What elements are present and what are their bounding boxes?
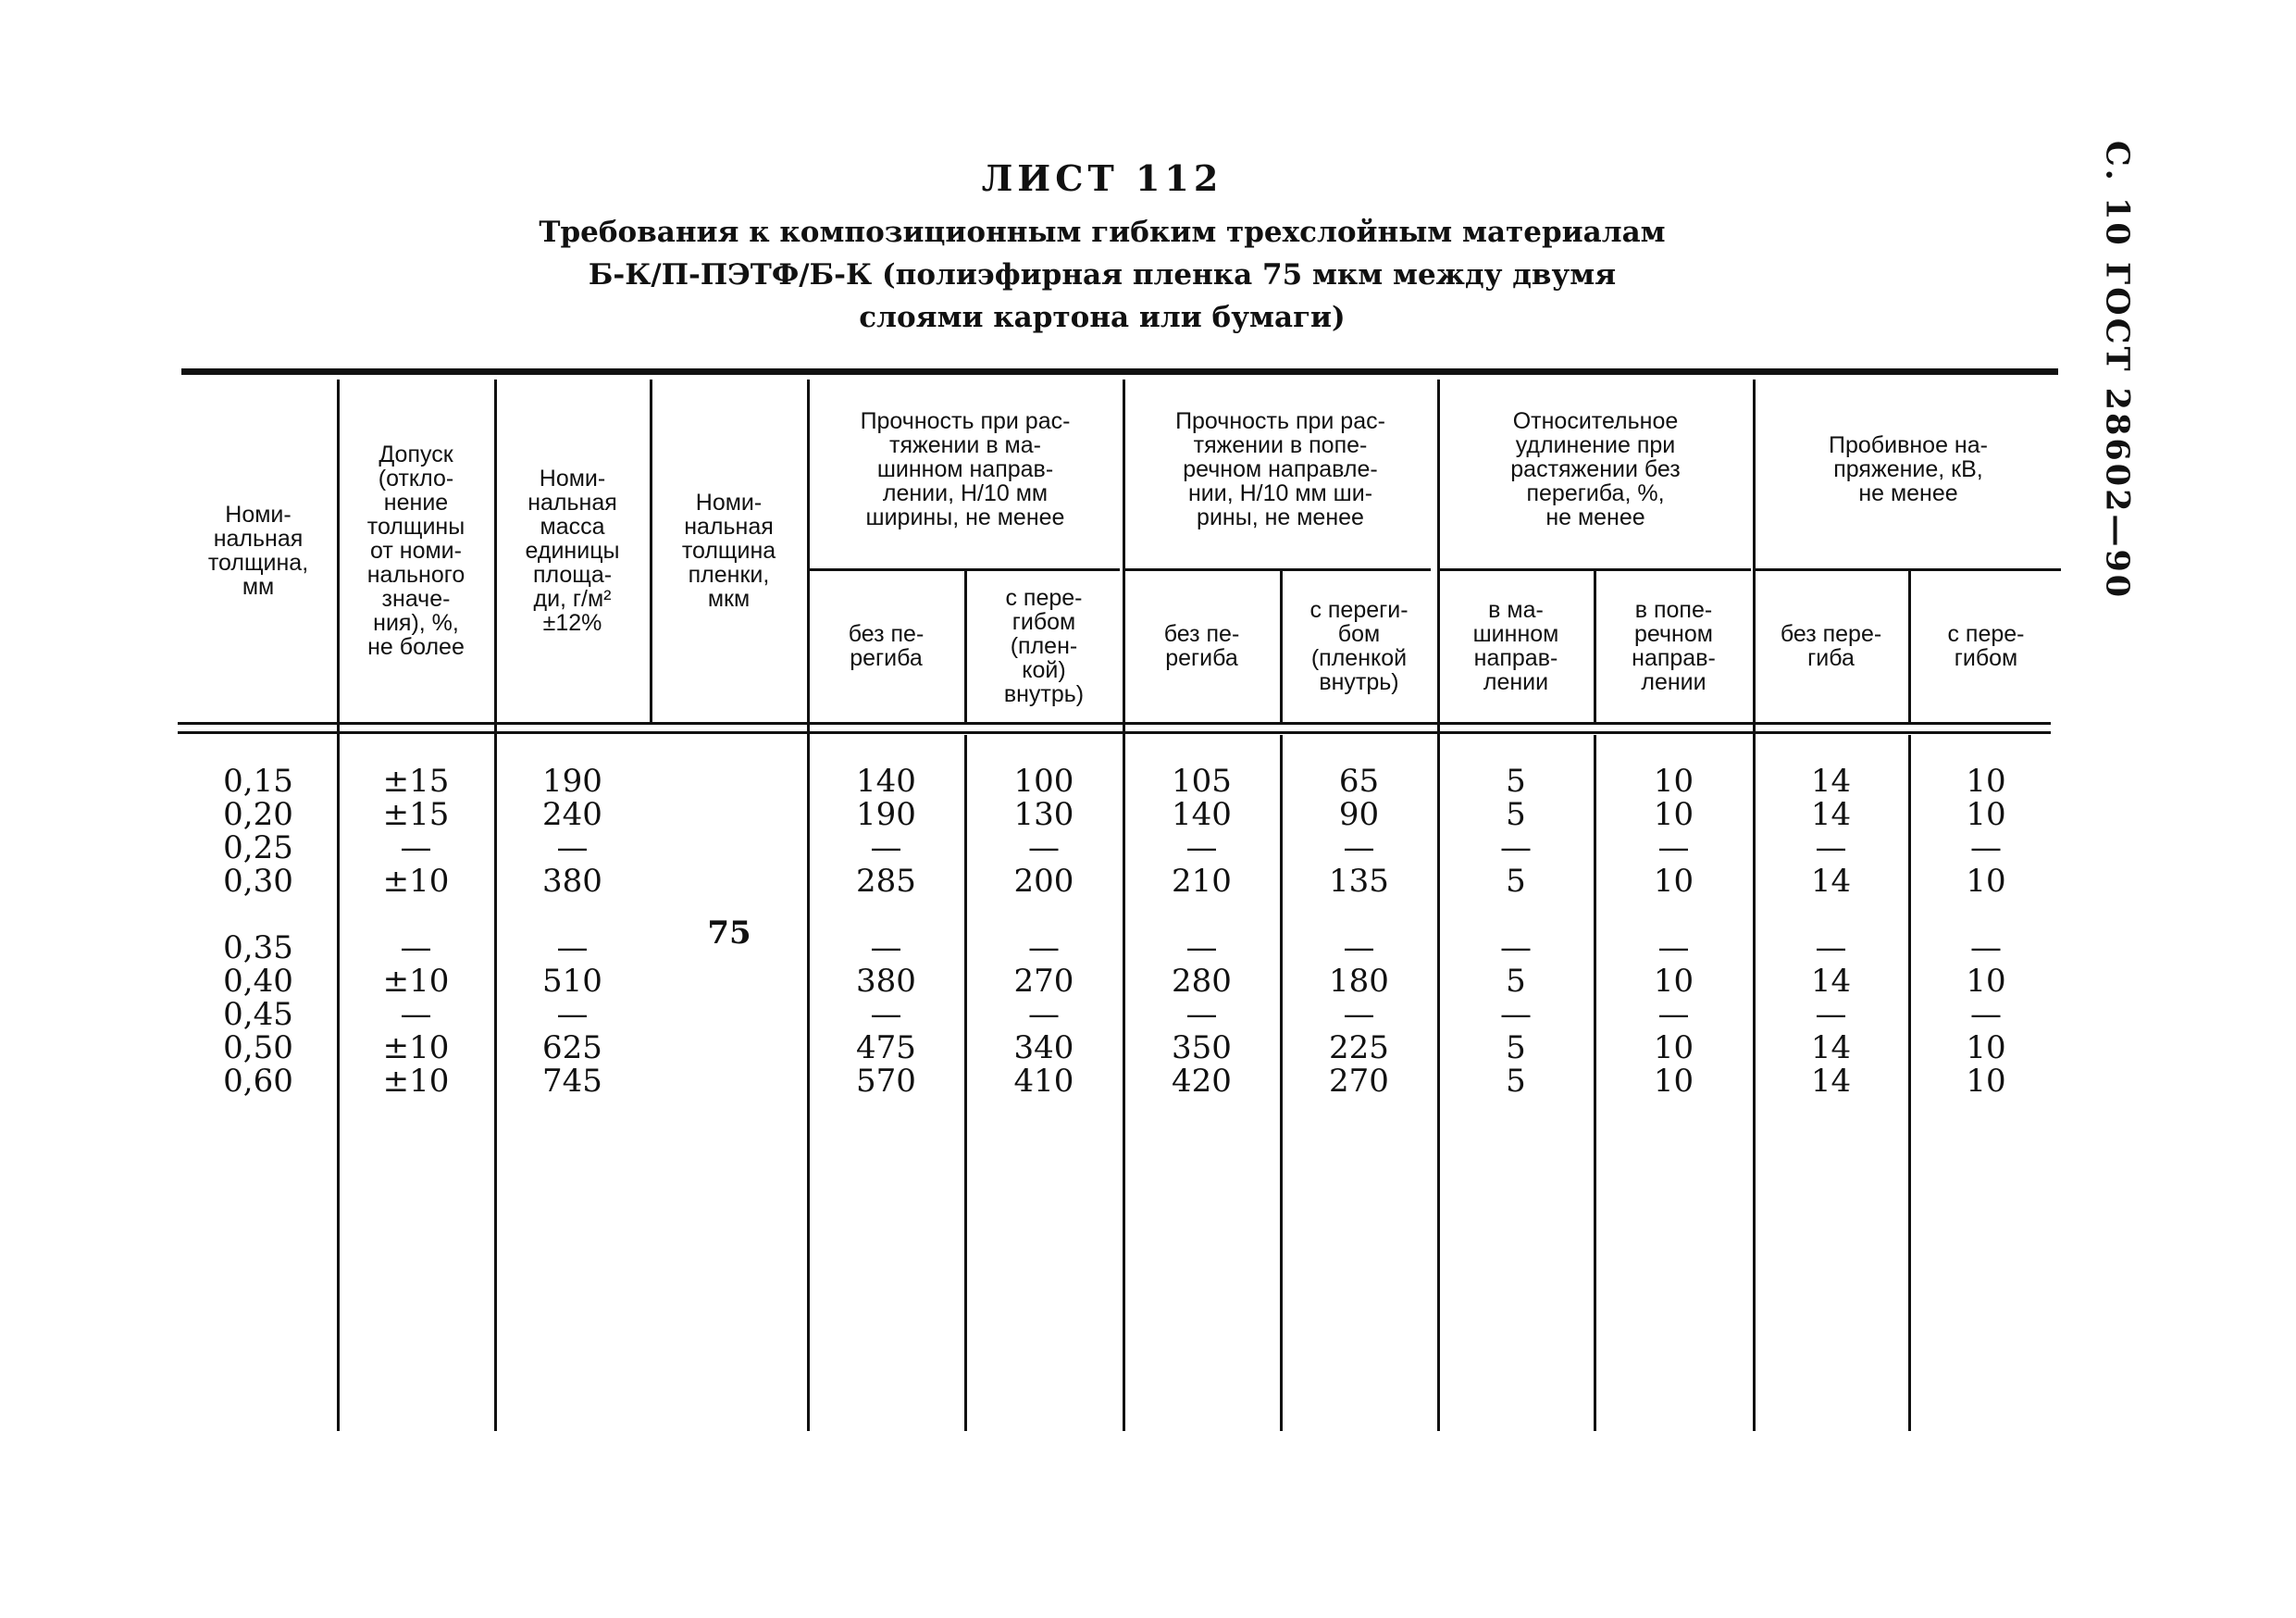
row-group-spacer — [181, 898, 335, 931]
header-label-line: направ- — [1632, 645, 1716, 671]
header-label-text — [367, 442, 465, 659]
column-elong-td — [1596, 765, 1751, 1098]
table-cell: ±10 — [382, 963, 450, 1000]
table-cell: 745 — [542, 1063, 602, 1100]
table-cell: 240 — [542, 796, 602, 833]
table-cell: 14 — [1810, 796, 1852, 833]
table-cell: 10 — [1966, 963, 2006, 1000]
header-label-text — [1510, 409, 1680, 529]
table-cell: 350 — [1172, 1029, 1232, 1066]
row-group-spacer — [1125, 898, 1278, 931]
table-cell: — — [1815, 929, 1847, 966]
table-cell: 0,35 — [223, 929, 293, 966]
header-label-line: внутрь) — [1319, 669, 1399, 695]
header-label-line: мкм — [707, 586, 751, 612]
header-label-line: растяжении без — [1510, 456, 1681, 482]
table-cell: 225 — [1329, 1029, 1389, 1066]
table-cell: 10 — [1966, 863, 2006, 900]
table-cell: — — [1500, 996, 1532, 1033]
table-cell: — — [1970, 929, 2002, 966]
table-cell: — — [400, 929, 432, 966]
header-label-line: лении — [1641, 669, 1706, 695]
table-cell: 140 — [1172, 796, 1232, 833]
sheet-title: ЛИСТ 112 — [981, 157, 1223, 199]
table-cell: 5 — [1506, 763, 1526, 800]
header-label-line: единицы — [525, 538, 620, 564]
header-label-line: с пере- — [1947, 621, 2025, 647]
table-cell: — — [870, 929, 902, 966]
header-nominal-thickness — [181, 380, 335, 722]
header-label-text — [1781, 622, 1881, 670]
column-bd-fold — [1911, 765, 2061, 1098]
header-label-line: значе- — [381, 586, 451, 612]
table-cell: 14 — [1810, 1063, 1852, 1100]
header-label-line: Допуск — [379, 442, 453, 467]
subheader-elong-md — [1440, 572, 1592, 720]
table-top-rule — [181, 368, 2058, 375]
table-cell: 14 — [1810, 863, 1852, 900]
header-label-line: пряжение, кВ, — [1833, 456, 1983, 482]
table-cell: — — [556, 929, 589, 966]
table-cell: 5 — [1506, 1029, 1526, 1066]
table-cell: 65 — [1338, 763, 1380, 800]
table-cell: 100 — [1013, 763, 1074, 800]
header-label-line: нальная — [527, 490, 617, 516]
header-label-line: Прочность при рас- — [1175, 408, 1385, 434]
table-cell: 285 — [856, 863, 916, 900]
header-tolerance — [340, 380, 492, 722]
header-label-line: без пере- — [1780, 621, 1882, 647]
table-cell: 380 — [856, 963, 916, 1000]
table-cell: 0,30 — [223, 863, 293, 900]
row-group-spacer — [497, 898, 648, 931]
table-cell: — — [1185, 996, 1218, 1033]
table-cell: 200 — [1013, 863, 1074, 900]
header-label-line: не менее — [1858, 480, 1958, 506]
table-cell: 5 — [1506, 963, 1526, 1000]
table-cell: — — [870, 829, 902, 866]
subheader-bd-fold — [1911, 572, 2061, 720]
table-cell: 210 — [1172, 863, 1232, 900]
header-label-line: гиба — [1807, 645, 1855, 671]
header-label-line: (откло- — [378, 466, 454, 492]
subtitle-line: слоями картона или бумаги) — [859, 301, 1346, 334]
header-label-text — [1309, 598, 1408, 694]
header-tensile-machine — [810, 389, 1121, 566]
table-cell: — — [1657, 829, 1690, 866]
row-group-spacer — [810, 898, 962, 931]
header-label-line: гибом — [1954, 645, 2018, 671]
header-label-line: Пробивное на- — [1829, 432, 1988, 458]
header-label-line: с пере- — [1005, 585, 1083, 611]
table-cell: 14 — [1810, 963, 1852, 1000]
table-cell: 10 — [1966, 796, 2006, 833]
table-cell: ±10 — [382, 1029, 450, 1066]
table-cell: — — [1970, 996, 2002, 1033]
table-cell: ±10 — [382, 863, 450, 900]
subheader-td-fold — [1283, 572, 1435, 720]
table-cell: 0,25 — [223, 829, 293, 866]
header-label-line: от номи- — [370, 538, 462, 564]
table-cell: 10 — [1653, 763, 1694, 800]
table-cell: 410 — [1013, 1063, 1074, 1100]
table-cell: 0,45 — [223, 996, 293, 1033]
header-tensile-cross — [1125, 389, 1435, 566]
subheader-rule — [1125, 568, 1431, 571]
header-label-line: масса — [540, 514, 605, 540]
table-cell: — — [1343, 829, 1375, 866]
header-label-line: не более — [367, 634, 465, 660]
header-label-text — [1164, 622, 1240, 670]
table-cell: — — [1657, 929, 1690, 966]
column-tolerance — [340, 765, 492, 1098]
table-cell: — — [1185, 829, 1218, 866]
header-label-line: речном направле- — [1183, 456, 1378, 482]
header-label-line: ди, г/м² — [533, 586, 612, 612]
header-label-line: нальная — [213, 526, 304, 552]
header-label-text — [682, 491, 776, 611]
column-thickness — [181, 765, 335, 1098]
table-cell: 510 — [542, 963, 602, 1000]
header-label-line: речном — [1634, 621, 1713, 647]
header-label-line: шинном — [1472, 621, 1559, 647]
row-group-spacer — [1440, 898, 1592, 931]
table-cell: 5 — [1506, 1063, 1526, 1100]
side-page-code — [2090, 140, 2145, 601]
header-label-line: ±12% — [542, 610, 602, 636]
table-cell: — — [1657, 996, 1690, 1033]
header-label-line: направ- — [1473, 645, 1558, 671]
header-label-line: региба — [1165, 645, 1238, 671]
table-cell: — — [1028, 829, 1060, 866]
column-md-fold — [967, 765, 1121, 1098]
header-label-line: (пленкой — [1310, 645, 1408, 671]
table-cell: 140 — [856, 763, 916, 800]
header-label-text — [1829, 433, 1988, 505]
header-label-line: бом — [1337, 621, 1381, 647]
header-elongation — [1440, 389, 1751, 566]
header-label-text — [526, 467, 620, 635]
header-unit-mass — [497, 380, 648, 722]
table-cell: 0,20 — [223, 796, 293, 833]
table-cell: 570 — [856, 1063, 916, 1100]
table-cell: 10 — [1966, 763, 2006, 800]
header-label-text — [849, 622, 925, 670]
table-cell: 10 — [1966, 1029, 2006, 1066]
header-label-line: рины, не менее — [1197, 504, 1364, 530]
table-cell: 475 — [856, 1029, 916, 1066]
side-page-code-text: С. 10 ГОСТ 28602—90 — [2098, 140, 2137, 601]
table-cell: — — [1500, 829, 1532, 866]
header-label-line: пленки, — [688, 562, 770, 588]
header-label-line: Номи- — [225, 502, 292, 528]
table-cell: — — [1028, 929, 1060, 966]
subheader-elong-td — [1596, 572, 1751, 720]
subheader-md-fold — [967, 572, 1121, 720]
header-label-line: нение — [383, 490, 449, 516]
table-cell: 420 — [1172, 1063, 1232, 1100]
document-subtitle — [181, 211, 2023, 339]
header-label-line: лении, Н/10 мм — [882, 480, 1049, 506]
table-cell: — — [400, 996, 432, 1033]
header-label-text — [208, 503, 308, 599]
table-cell: 340 — [1013, 1029, 1074, 1066]
table-cell: 14 — [1810, 763, 1852, 800]
row-group-spacer — [1596, 898, 1751, 931]
table-cell: — — [1343, 929, 1375, 966]
row-group-spacer — [340, 898, 492, 931]
table-cell: 130 — [1013, 796, 1074, 833]
table-cell: ±15 — [382, 763, 450, 800]
table-cell: 0,40 — [223, 963, 293, 1000]
table-cell: 105 — [1172, 763, 1232, 800]
header-label-line: Относительное — [1512, 408, 1679, 434]
table-cell: — — [1028, 996, 1060, 1033]
header-label-text — [1632, 598, 1716, 694]
table-cell: 625 — [542, 1029, 602, 1066]
header-label-line: нального — [366, 562, 465, 588]
header-label-line: с переги- — [1309, 597, 1409, 623]
table-cell: ±15 — [382, 796, 450, 833]
table-cell: 280 — [1172, 963, 1232, 1000]
row-group-spacer — [1911, 898, 2061, 931]
table-cell: 5 — [1506, 796, 1526, 833]
header-bottom-double-rule — [178, 722, 2051, 734]
header-label-text — [1004, 586, 1084, 706]
header-label-line: Номи- — [695, 490, 763, 516]
row-group-spacer — [1283, 898, 1435, 931]
table-cell: — — [1815, 996, 1847, 1033]
header-label-line: лении — [1483, 669, 1549, 695]
row-group-spacer — [1756, 898, 1906, 931]
header-label-line: внутрь) — [1003, 681, 1085, 707]
table-cell: — — [870, 996, 902, 1033]
table-cell: 380 — [542, 863, 602, 900]
header-label-line: гибом — [1011, 609, 1076, 635]
header-label-line: нии, Н/10 мм ши- — [1187, 480, 1373, 506]
header-label-line: не менее — [1545, 504, 1645, 530]
header-label-line: кой) — [1022, 657, 1066, 683]
table-cell: 0,15 — [223, 763, 293, 800]
table-cell: 10 — [1653, 1063, 1694, 1100]
subheader-md-no-fold — [810, 572, 962, 720]
header-label-line: нальная — [684, 514, 774, 540]
header-label-line: площа- — [532, 562, 613, 588]
table-cell: — — [556, 829, 589, 866]
header-label-line: перегиба, %, — [1526, 480, 1665, 506]
header-label-line: толщины — [366, 514, 465, 540]
header-label-line: в попе- — [1634, 597, 1713, 623]
header-label-line: без пе- — [1163, 621, 1240, 647]
header-label-line: Номи- — [539, 466, 606, 492]
table-cell: — — [1343, 996, 1375, 1033]
table-cell: 14 — [1810, 1029, 1852, 1066]
column-elong-md — [1440, 765, 1592, 1098]
subtitle-line: Б-К/П-ПЭТФ/Б-К (полиэфирная пленка 75 мкм между двумя — [588, 258, 1617, 292]
subtitle-line: Требования к композиционным гибким трехслойным материалам — [539, 216, 1666, 249]
header-breakdown-voltage — [1756, 389, 2061, 566]
table-cell: ±10 — [382, 1063, 450, 1100]
table-cell: 270 — [1013, 963, 1074, 1000]
table-cell: 10 — [1653, 963, 1694, 1000]
table-cell: 0,50 — [223, 1029, 293, 1066]
table-cell: 270 — [1329, 1063, 1389, 1100]
film-thickness-value: 75 — [707, 915, 751, 952]
table-cell: 5 — [1506, 863, 1526, 900]
table-cell: 135 — [1329, 863, 1389, 900]
subheader-bd-no-fold — [1756, 572, 1906, 720]
header-label-text — [1473, 598, 1559, 694]
column-bd-no-fold — [1756, 765, 1906, 1098]
table-cell: — — [400, 829, 432, 866]
header-label-line: тяжении в ма- — [889, 432, 1041, 458]
header-label-line: ния), %, — [373, 610, 459, 636]
header-label-line: в ма- — [1488, 597, 1544, 623]
table-cell: — — [1815, 829, 1847, 866]
table-cell: — — [1185, 929, 1218, 966]
column-td-no-fold — [1125, 765, 1278, 1098]
table-cell: 10 — [1653, 1029, 1694, 1066]
header-label-line: удлинение при — [1515, 432, 1676, 458]
table-cell: 10 — [1653, 796, 1694, 833]
header-label-line: Прочность при рас- — [860, 408, 1071, 434]
table-cell: 0,60 — [223, 1063, 293, 1100]
header-label-text — [861, 409, 1071, 529]
table-cell: 190 — [856, 796, 916, 833]
header-label-line: толщина — [681, 538, 776, 564]
table-cell: — — [1500, 929, 1532, 966]
table-cell: 190 — [542, 763, 602, 800]
header-label-text — [1947, 622, 2024, 670]
header-label-line: мм — [242, 574, 275, 600]
table-cell: — — [1970, 829, 2002, 866]
row-group-spacer — [967, 898, 1121, 931]
header-label-line: региба — [850, 645, 923, 671]
header-label-line: без пе- — [848, 621, 925, 647]
header-label-text — [1175, 409, 1385, 529]
column-md-no-fold — [810, 765, 962, 1098]
table-cell: 10 — [1653, 863, 1694, 900]
table-cell: 180 — [1329, 963, 1389, 1000]
header-label-line: толщина, — [207, 550, 309, 576]
table-cell: 90 — [1338, 796, 1380, 833]
subheader-td-no-fold — [1125, 572, 1278, 720]
header-label-line: тяжении в попе- — [1193, 432, 1368, 458]
table-cell: 10 — [1966, 1063, 2006, 1100]
column-td-fold — [1283, 765, 1435, 1098]
header-label-line: (плен- — [1010, 633, 1078, 659]
header-label-line: шинном направ- — [876, 456, 1054, 482]
header-label-line: ширины, не менее — [865, 504, 1065, 530]
column-mass — [497, 765, 648, 1098]
table-cell: — — [556, 996, 589, 1033]
header-film-thickness — [652, 380, 805, 722]
